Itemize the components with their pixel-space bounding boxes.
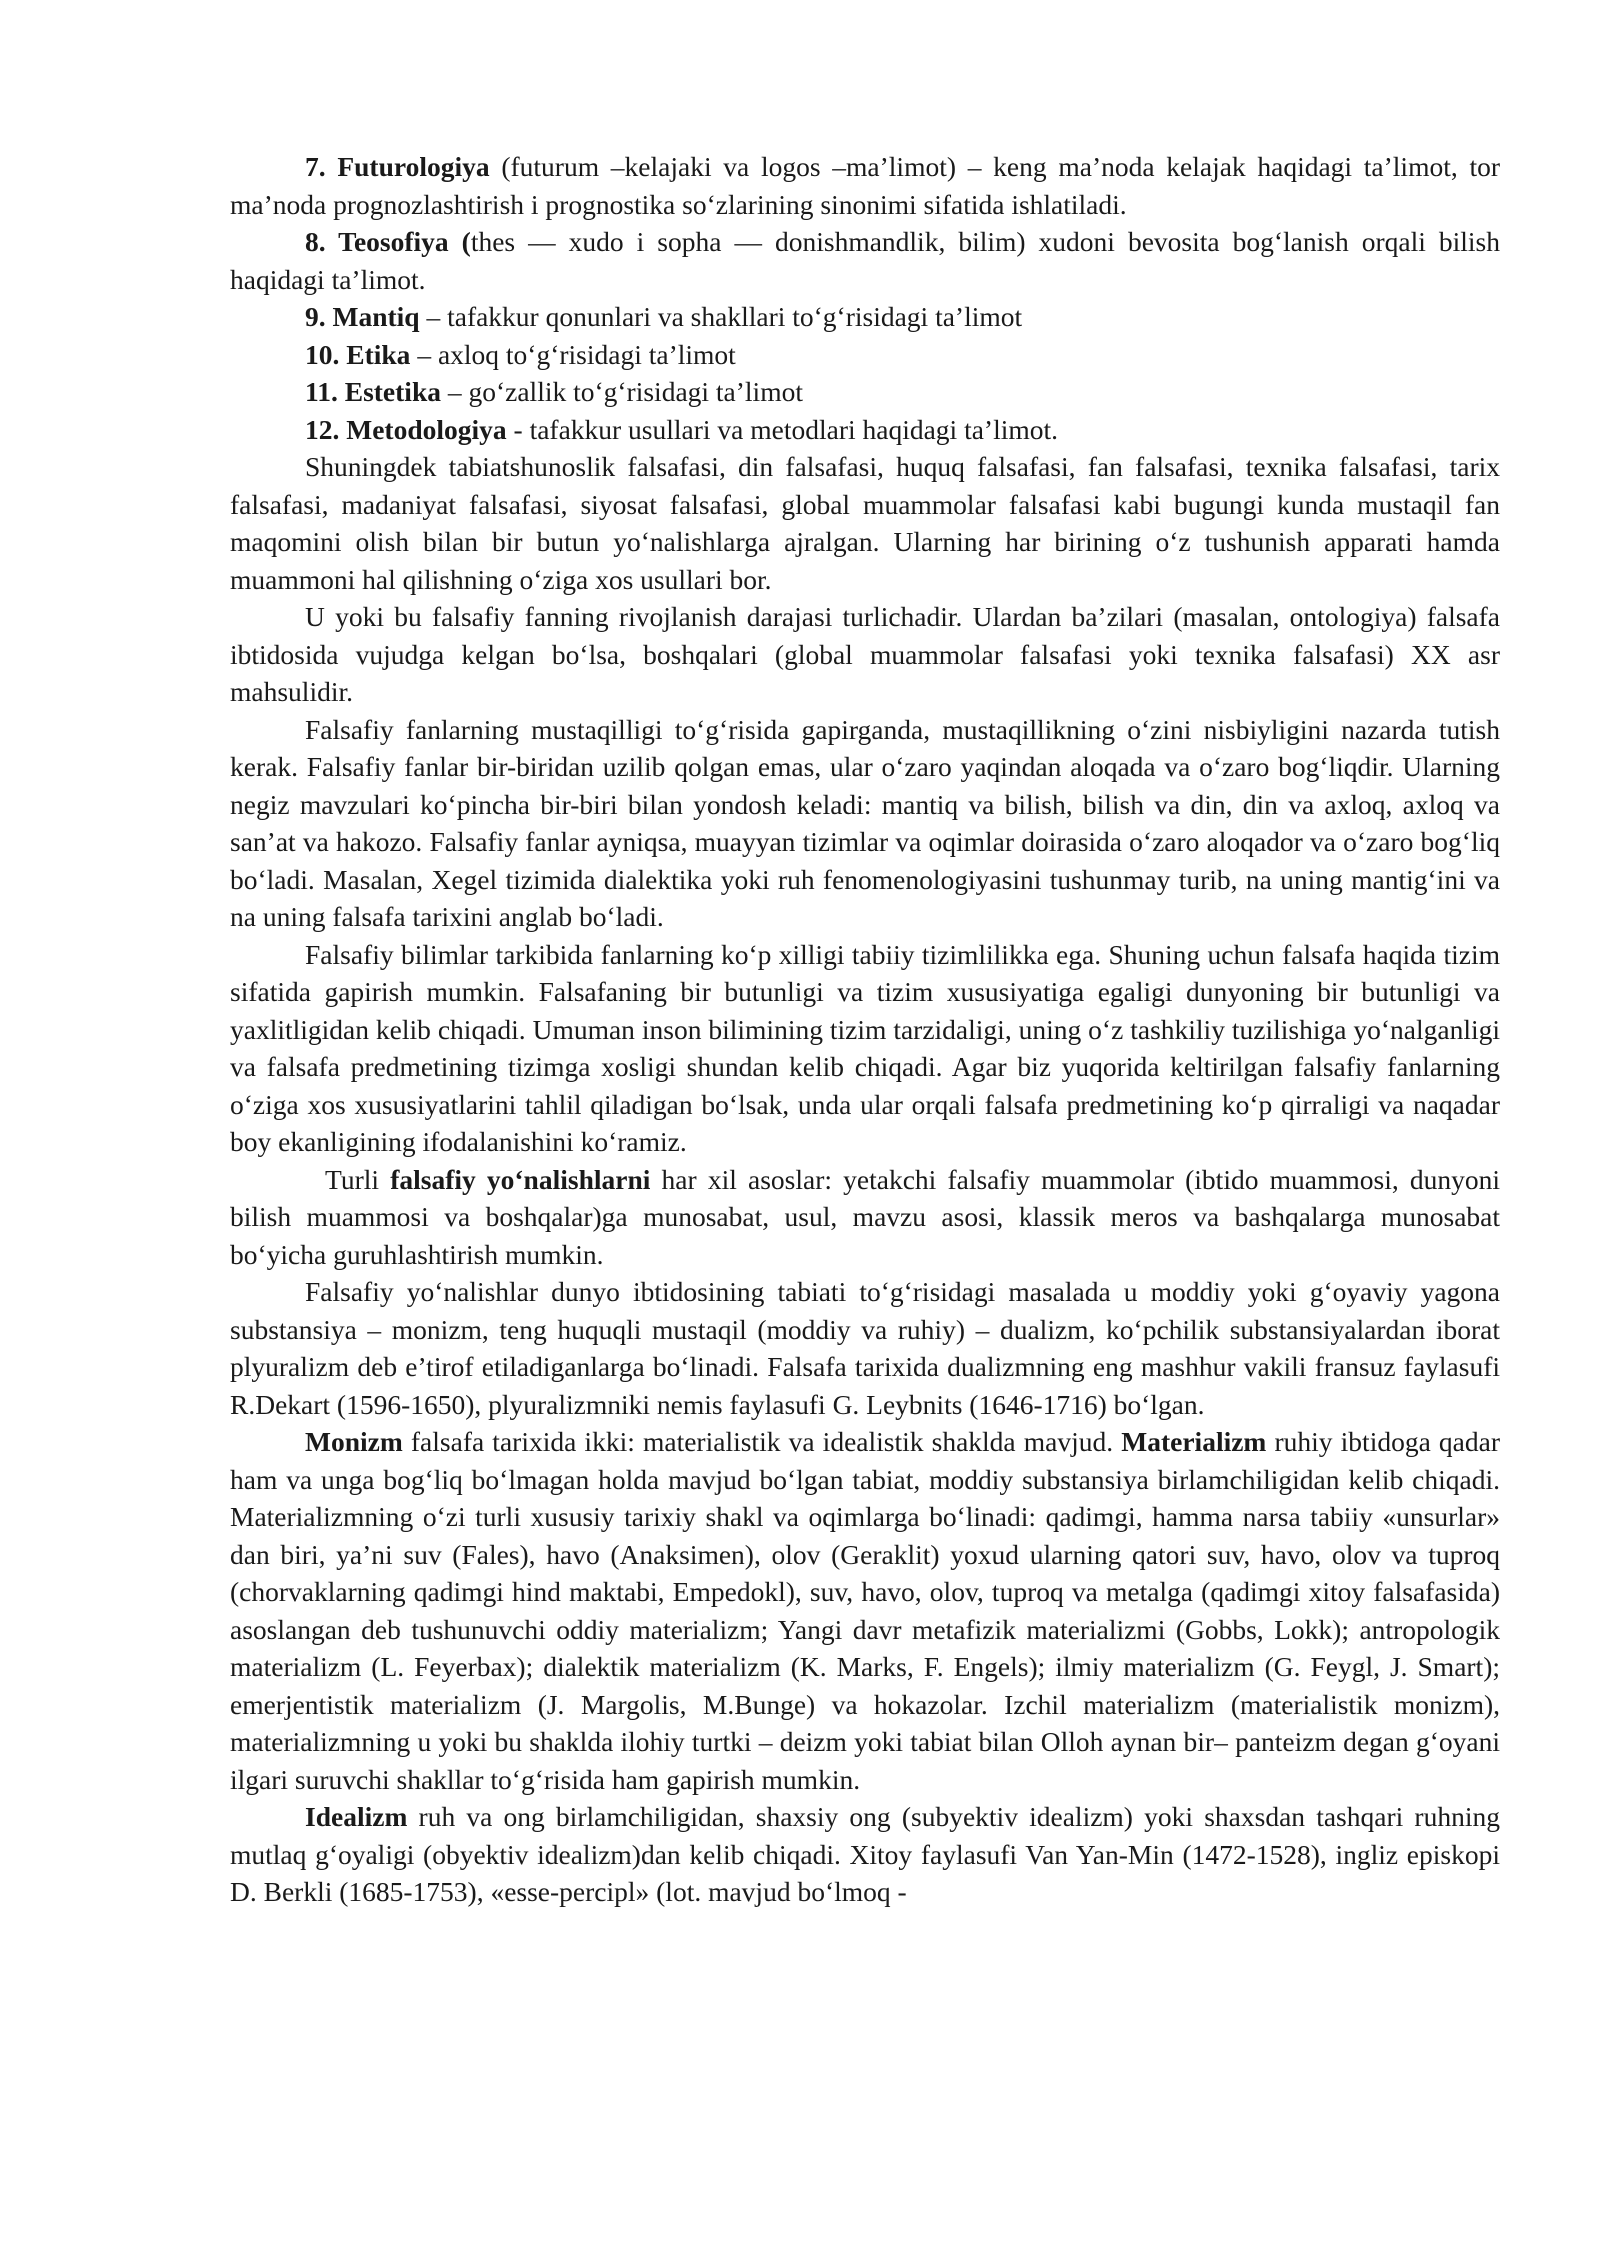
bold-term: 7. Futurologiya (305, 151, 490, 182)
para-tizim (230, 936, 1500, 1161)
text-run: Turli (325, 1163, 391, 1195)
text-run: – tafakkur qonunlari va shakllari to‘g‘risidagi ta’limot (419, 301, 1023, 332)
text-run: thes — xudo i sopha — donishmandlik, bilim) xudoni bevosita bog‘lanish orqali bilish haqidagi ta’limot. (230, 226, 1500, 295)
text-run: Falsafiy yo‘nalishlar dunyo ibtidosining tabiati to‘g‘risidagi masalada u moddiy yoki g‘oyaviy yagona substansiya – monizm, teng huquqli mustaqil (moddiy va ruhiy) – dualizm, ko‘pchilik substansiyalardan iborat plyuralizm deb e’tirof etiladiganlarga bo‘linadi. Falsafa tarixida dualizmning eng mashhur vakili fransuz faylasufi R.Dekart (1596-1650), plyuralizmniki nemis faylasufi G. Leybnits (1646-1716) bo‘lgan. (230, 1276, 1500, 1420)
para-turli (230, 1161, 1500, 1274)
bold-term: 11. Estetika (305, 376, 441, 407)
para-mantiq (230, 298, 1500, 336)
para-monizm (230, 1423, 1500, 1798)
para-idealizm (230, 1798, 1500, 1911)
para-rivojlanish (230, 598, 1500, 711)
text-run: – go‘zallik to‘g‘risidagi ta’limot (440, 376, 803, 407)
bold-term: 8. Teosofiya ( (305, 226, 471, 257)
bold-term: falsafiy yo‘nalishlarni (390, 1163, 651, 1195)
text-run: - tafakkur usullari va metodlari haqidagi ta’limot. (506, 413, 1059, 445)
text-run: U yoki bu falsafiy fanning rivojlanish darajasi turlichadir. Ulardan ba’zilari (masalan, ontologiya) falsafa ibtidosida vujudga kelgan bo‘lsa, boshqalari (global muammolar falsafasi yoki texnika falsafasi) XX asr mahsulidir. (230, 601, 1500, 707)
text-run: Shuningdek tabiatshunoslik falsafasi, din falsafasi, huquq falsafasi, fan falsafasi, texnika falsafasi, tarix falsafasi, madaniyat falsafasi, siyosat falsafasi, global muammolar falsafasi kabi bugungi kunda mustaqil fan maqomini olish bilan bir butun yo‘nalishlarga ajralgan. Ularning har birining o‘z tushunish apparati hamda muammoni hal qilishning o‘ziga xos usullari bor. (230, 451, 1500, 595)
bold-term: 10. Etika (305, 338, 411, 370)
text-run: – axloq to‘g‘risidagi ta’limot (410, 338, 736, 370)
bold-term: Materializm (1121, 1426, 1267, 1457)
bold-term: 9. Mantiq (305, 301, 420, 332)
para-futurologiya (230, 148, 1500, 223)
para-yonalishlar (230, 1273, 1500, 1423)
para-teosofiya (230, 223, 1500, 298)
text-run: ruh va ong birlamchiligidan, shaxsiy ong (subyektiv idealizm) yoki shaxsdan tashqari ruhning mutlaq g‘oyaligi (obyektiv idealizm)dan kelib chiqadi. Xitoy faylasufi Van Yan-Min (1472-1528), ingliz episkopi D. Berkli (1685-1753), «esse-percipl» (lot. mavjud bo‘lmoq - (230, 1801, 1500, 1907)
text-run: Falsafiy fanlarning mustaqilligi to‘g‘risida gapirganda, mustaqillikning o‘zini nisbiyligini nazarda tutish kerak. Falsafiy fanlar bir-biridan uzilib qolgan emas, ular o‘zaro yaqindan aloqada va o‘zaro bog‘liqdir. Ularning negiz mavzulari ko‘pincha bir-biri bilan yondosh keladi: mantiq va bilish, bilish va din, din va axloq, axloq va san’at va hakozo. Falsafiy fanlar ayniqsa, muayyan tizimlar va oqimlar doirasida o‘zaro aloqador va o‘zaro bog‘liq bo‘ladi. Masalan, Xegel tizimida dialektika yoki ruh fenomenologiyasini tushunmay turib, na uning mantig‘ini va na uning falsafa tarixini anglab bo‘ladi. (230, 713, 1500, 932)
text-run: (futurum –kelajaki va logos –ma’limot) – keng ma’noda kelajak haqidagi ta’limot, tor ma’noda prognozlashtirish i prognostika so‘zlarining sinonimi sifatida ishlatiladi. (230, 151, 1500, 220)
para-etika (230, 336, 1500, 374)
para-metodologiya (230, 411, 1500, 449)
para-mustaqillik (230, 711, 1500, 936)
text-run: ruhiy ibtidoga qadar ham va unga bog‘liq bo‘lmagan holda mavjud bo‘lgan tabiat, moddiy substansiya birlamchiligidan kelib chiqadi. Materializmning o‘zi turli xususiy tarixiy shakl va oqimlarga bo‘linadi: qadimgi, hamma narsa tabiiy «unsurlar» dan biri, ya’ni suv (Fales), havo (Anaksimen), olov (Geraklit) yoxud ularning qatori suv, havo, olov va tuproq (chorvaklarning qadimgi hind maktabi, Empedokl), suv, havo, olov, tuproq va metalga (qadimgi xitoy falsafasida) asoslangan deb tushunuvchi oddiy materializm; Yangi davr metafizik materializmi (Gobbs, Lokk); antropologik materializm (L. Feyerbax); dialektik materializm (K. Marks, F. Engels); ilmiy materializm (G. Feygl, J. Smart); emerjentistik materializm (J. Margolis, M.Bunge) va hokazolar. Izchil materializm (materialistik monizm), materializmning u yoki bu shaklda ilohiy turtki – deizm yoki tabiat bilan Olloh aynan bir– panteizm degan g‘oyani ilgari suruvchi shakllar to‘g‘risida ham gapirish mumkin. (230, 1426, 1500, 1795)
text-run: falsafa tarixida ikki: materialistik va idealistik shaklda mavjud. (402, 1426, 1122, 1457)
bold-term: 12. Metodologiya (305, 413, 507, 445)
bold-term: Monizm (305, 1426, 403, 1457)
text-run: Falsafiy bilimlar tarkibida fanlarning ko‘p xilligi tabiiy tizimlilikka ega. Shuning uchun falsafa haqida tizim sifatida gapirish mumkin. Falsafaning bir butunligi va tizim xususiyatiga egaligi dunyoning bir butunligi va yaxlitligidan kelib chiqadi. Umuman inson bilimining tizim tarzidaligi, uning o‘z tashkiliy tuzilishiga yo‘nalganligi va falsafa predmetining tizimga xosligi shundan kelib chiqadi. Agar biz yuqorida keltirilgan falsafiy fanlarning o‘ziga xos xususiyatlarini tahlil qiladigan bo‘lsak, unda ular orqali falsafa predmetining ko‘p qirraligi va naqadar boy ekanligining ifodalanishini ko‘ramiz. (230, 938, 1500, 1157)
para-shuningdek (230, 448, 1500, 598)
bold-term: Idealizm (305, 1801, 408, 1832)
text-run: har xil asoslar: yetakchi falsafiy muammolar (ibtido muammosi, dunyoni bilish muammosi va boshqalar)ga munosabat, usul, mavzu asosi, klassik meros va bashqalarga munosabat bo‘yicha guruhlashtirish mumkin. (230, 1163, 1501, 1270)
para-estetika (230, 373, 1500, 411)
